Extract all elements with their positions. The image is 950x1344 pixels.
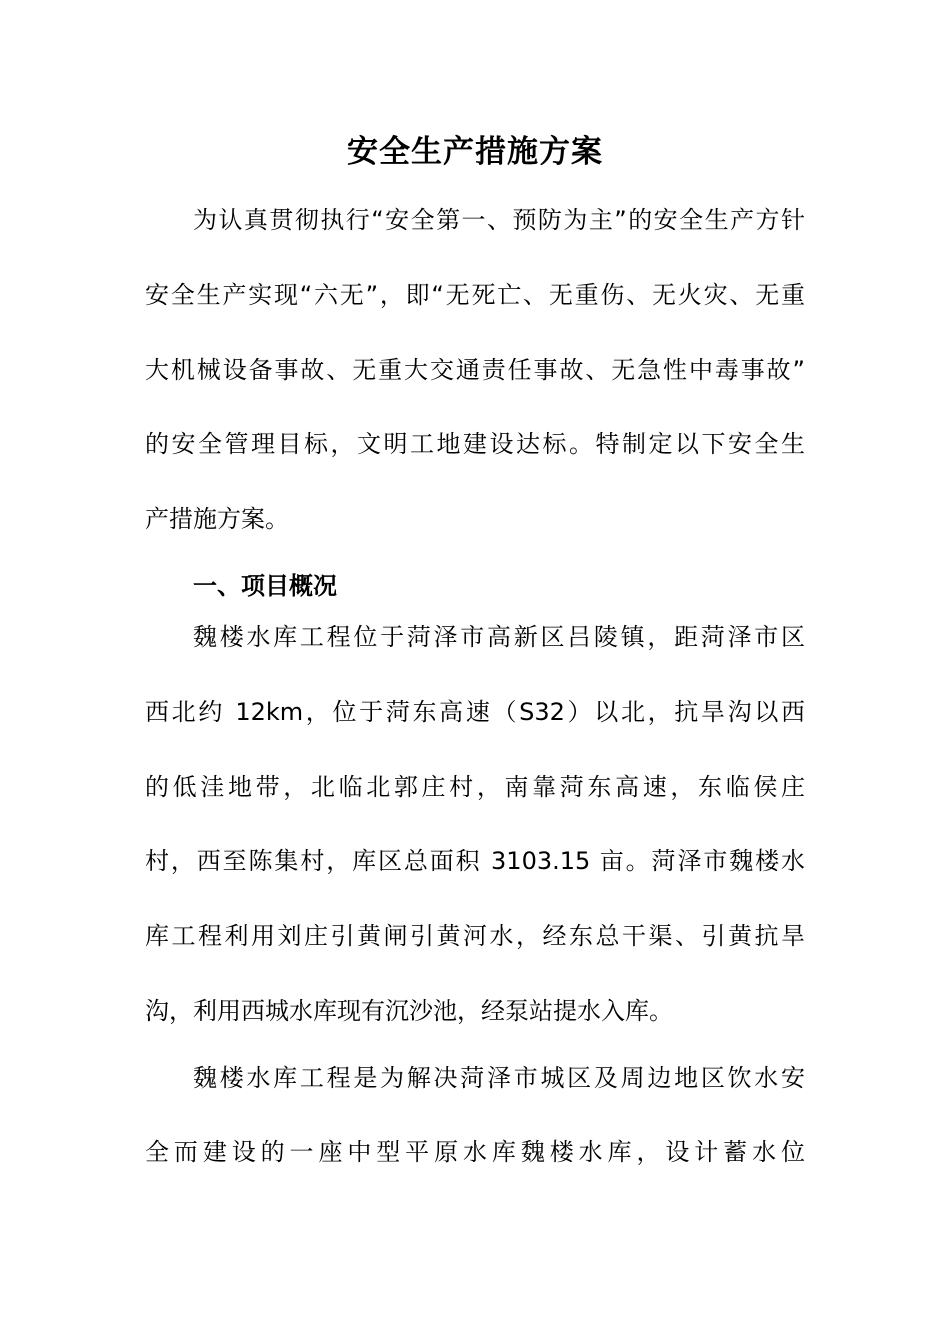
para2-line-1: 魏楼水库工程是为解决菏泽市城区及周边地区饮水安 (193, 1064, 805, 1092)
intro-line-1: 为认真贯彻执行“安全第一、预防为主”的安全生产方针 (193, 206, 805, 234)
para1-line-1: 魏楼水库工程位于菏泽市高新区吕陵镇，距菏泽市区 (193, 623, 805, 651)
intro-line-5: 产措施方案。 (145, 505, 289, 533)
para1-line-2: 西北约 12km，位于菏东高速（S32）以北，抗旱沟以西 (145, 698, 805, 726)
document-title: 安全生产措施方案 (347, 134, 603, 170)
intro-line-4: 的安全管理目标，文明工地建设达标。特制定以下安全生 (145, 430, 805, 458)
intro-line-2: 安全生产实现“六无”，即“无死亡、无重伤、无火灾、无重 (145, 281, 805, 309)
para1-line-4: 村，西至陈集村，库区总面积 3103.15 亩。菏泽市魏楼水 (145, 847, 805, 875)
para2-line-2: 全而建设的一座中型平原水库魏楼水库，设计蓄水位 (145, 1138, 805, 1166)
section-heading: 一、项目概况 (193, 572, 337, 600)
para1-line-6: 沟，利用西城水库现有沉沙池，经泵站提水入库。 (145, 997, 673, 1025)
intro-line-3: 大机械设备事故、无重大交通责任事故、无急性中毒事故” (145, 356, 805, 384)
para1-line-3: 的低洼地带，北临北郭庄村，南靠菏东高速，东临侯庄 (145, 773, 805, 801)
para1-line-5: 库工程利用刘庄引黄闸引黄河水，经东总干渠、引黄抗旱 (145, 922, 805, 950)
